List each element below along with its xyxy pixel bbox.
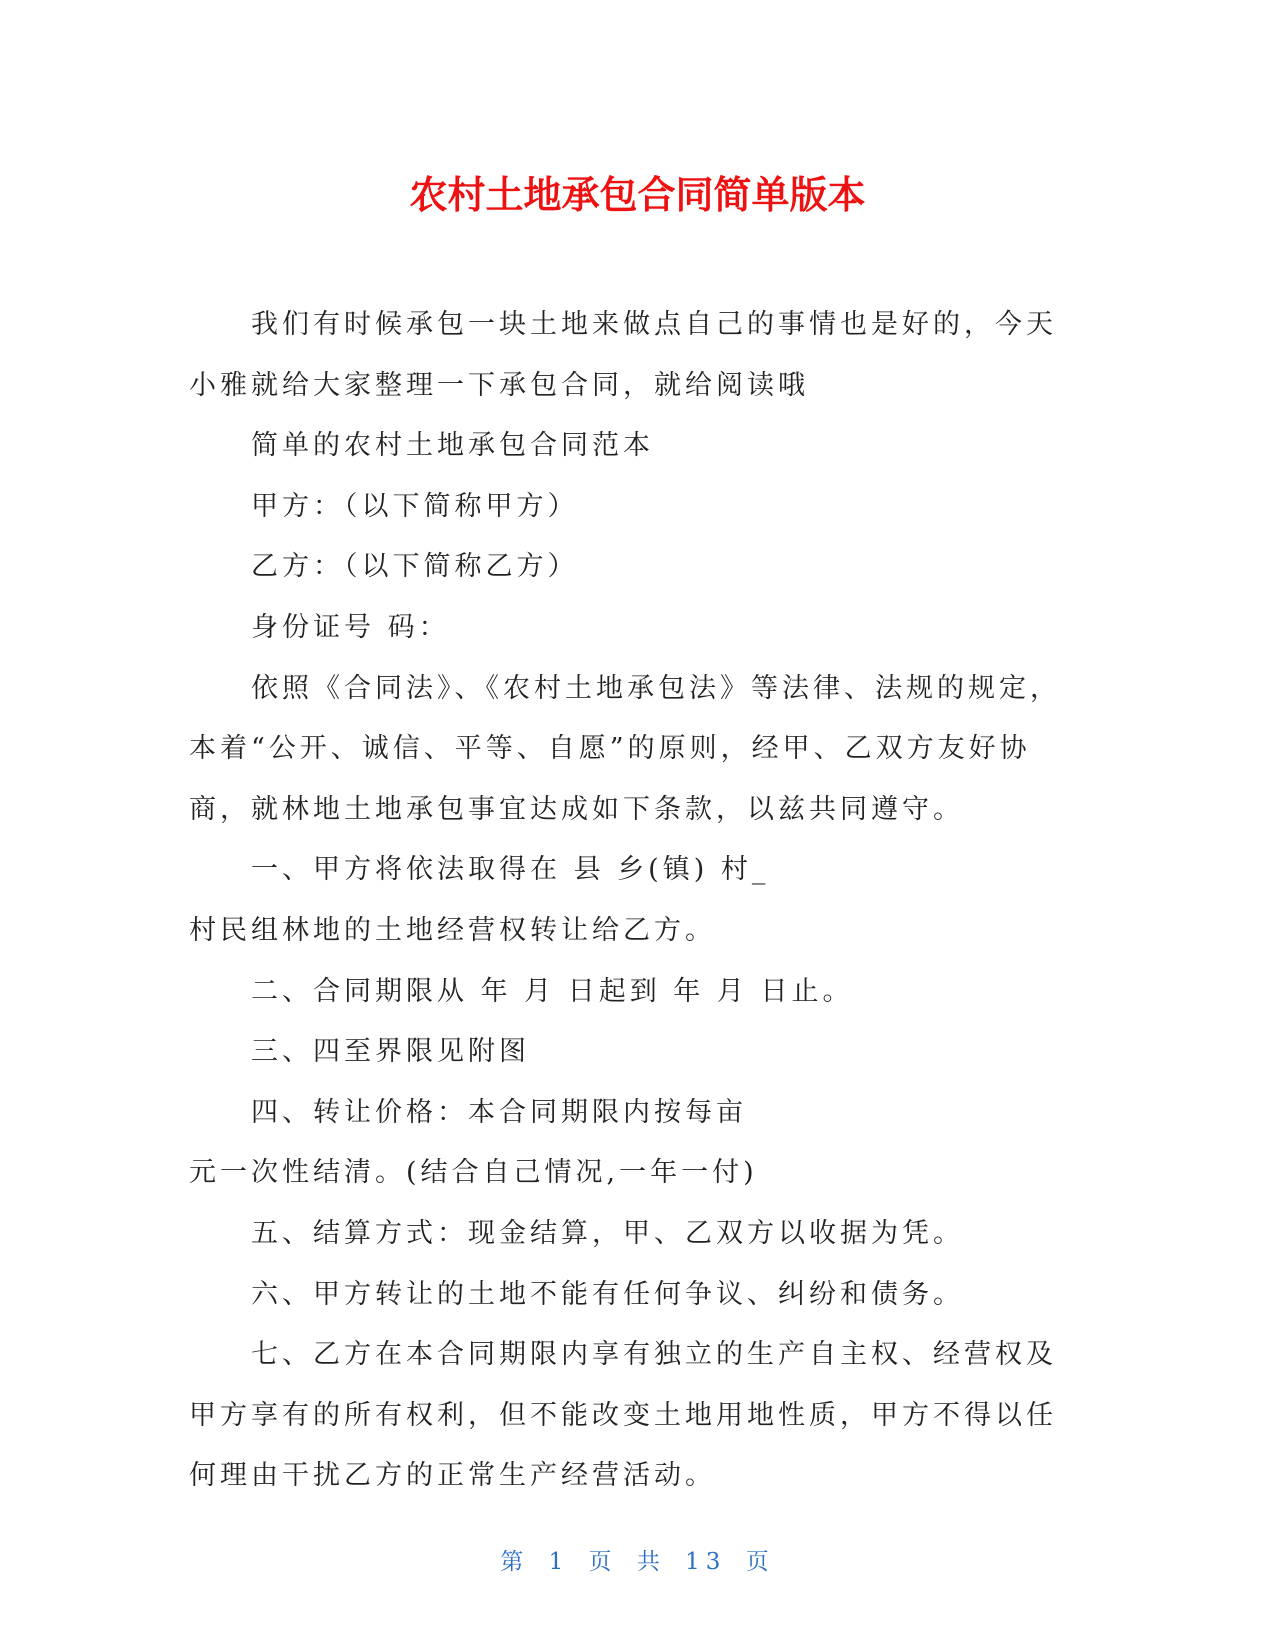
paragraph-intro: 我们有时候承包一块土地来做点自己的事情也是好的，今天小雅就给大家整理一下承包合同，就给阅读哦 [189,309,1057,401]
paragraph-clause-1-line-1: 一、甲方将依法取得在 县 乡(镇) 村_ [251,854,770,886]
paragraph-clause-2: 二、合同期限从 年 月 日起到 年 月 日止。 [251,975,854,1007]
paragraph-clause-4-line-2: 元一次性结清。(结合自己情况,一年一付) [189,1157,758,1189]
paragraph-clause-6: 六、甲方转让的土地不能有任何争议、纠纷和债务。 [251,1278,964,1310]
paragraph-clause-7: 七、乙方在本合同期限内享有独立的生产自主权、经营权及甲方享有的所有权利，但不能改变土地用地性质，甲方不得以任何理由干扰乙方的正常生产经营活动。 [189,1339,1057,1492]
paragraph-clause-1-line-2: 村民组林地的土地经营权转让给乙方。 [189,914,716,946]
paragraph-party-a: 甲方：（以下简称甲方） [251,490,579,522]
paragraph-legal-basis: 依照《合同法》、《农村土地承包法》等法律、法规的规定，本着“公开、诚信、平等、自愿”的原则，经甲、乙双方友好协商，就林地土地承包事宜达成如下条款，以兹共同遵守。 [189,672,1061,825]
document-body [189,295,1069,1507]
document-title: 农村土地承包合同简单版本 [409,173,866,217]
page-number-footer: 第 1 页 共 13 页 [500,1549,775,1575]
paragraph-clause-5: 五、结算方式：现金结算，甲、乙双方以收据为凭。 [251,1217,964,1249]
paragraph-template-heading: 简单的农村土地承包合同范本 [251,430,654,462]
paragraph-id-number: 身份证号 码： [251,611,450,643]
paragraph-party-b: 乙方：（以下简称乙方） [251,551,579,583]
paragraph-clause-3: 三、四至界限见附图 [251,1036,530,1068]
paragraph-clause-4-line-1: 四、转让价格：本合同期限内按每亩 [251,1096,747,1128]
